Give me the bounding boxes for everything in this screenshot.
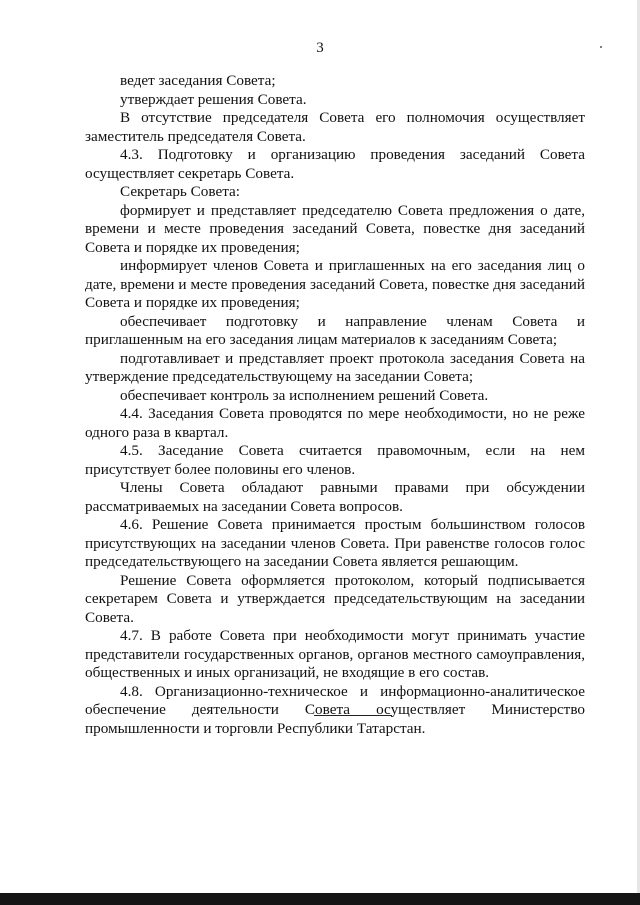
scan-edge-bottom <box>0 893 640 905</box>
paragraph-secretary-informs: информирует членов Совета и приглашенных на его заседания лиц о дате, времени и месте проведения заседаний Совета, повестке дня заседаний Совета и порядке их проведения; <box>85 257 585 311</box>
page-number: 3 <box>316 40 324 56</box>
paragraph-4-7: 4.7. В работе Совета при необходимости могут принимать участие представители государственных органов, органов местного самоуправления, общественных и иных организаций, не входящие в его состав. <box>85 627 585 681</box>
paragraph-4-4: 4.4. Заседания Совета проводятся по мере необходимости, но не реже одного раза в квартал. <box>85 405 585 441</box>
paragraph-secretary-materials: обеспечивает подготовку и направление членам Совета и приглашенным на его заседания лицам материалов к заседаниям Совета; <box>85 312 585 348</box>
paragraph-members-rights: Члены Совета обладают равными правами при обсуждении рассматриваемых на заседании Совета вопросов. <box>85 479 585 515</box>
scan-speck <box>600 46 602 48</box>
paragraph-secretary-control: обеспечивает контроль за исполнением решений Совета. <box>120 386 489 404</box>
paragraph-protocol-signing: Решение Совета оформляется протоколом, который подписывается секретарем Совета и утверждается председательствующим на заседании Совета. <box>85 571 585 626</box>
paragraph-4-5: 4.5. Заседание Совета считается правомочным, если на нем присутствует более половины его членов. <box>85 442 585 478</box>
paragraph-secretary-proposals: формирует и представляет председателю Совета предложения о дате, времени и месте проведения заседаний Совета, повестке дня заседаний Совета и порядке их проведения; <box>85 201 585 256</box>
paragraph-4-8: 4.8. Организационно-техническое и информационно-аналитическое обеспечение деятельности Совета осуществляет Министерство промышленности и торговли Республики Татарстан. <box>85 682 585 737</box>
paragraph-chairman-approves: утверждает решения Совета. <box>120 90 307 108</box>
paragraph-secretary-heading: Секретарь Совета: <box>120 183 240 200</box>
end-separator-line <box>314 715 392 716</box>
paragraph-deputy-chairman: В отсутствие председателя Совета его полномочия осуществляет заместитель председателя Совета. <box>85 109 585 145</box>
paragraph-4-6: 4.6. Решение Совета принимается простым большинством голосов присутствующих на заседании членов Совета. При равенстве голосов голос председательствующего на заседании Совета является решающим. <box>85 516 585 570</box>
document-body <box>85 72 585 738</box>
paragraph-chairman-conducts: ведет заседания Совета; <box>120 72 276 89</box>
paragraph-4-3: 4.3. Подготовку и организацию проведения заседаний Совета осуществляет секретарь Совета. <box>85 146 585 182</box>
paragraph-secretary-protocol: подготавливает и представляет проект протокола заседания Совета на утверждение председательствующему на заседании Совета; <box>85 349 585 385</box>
